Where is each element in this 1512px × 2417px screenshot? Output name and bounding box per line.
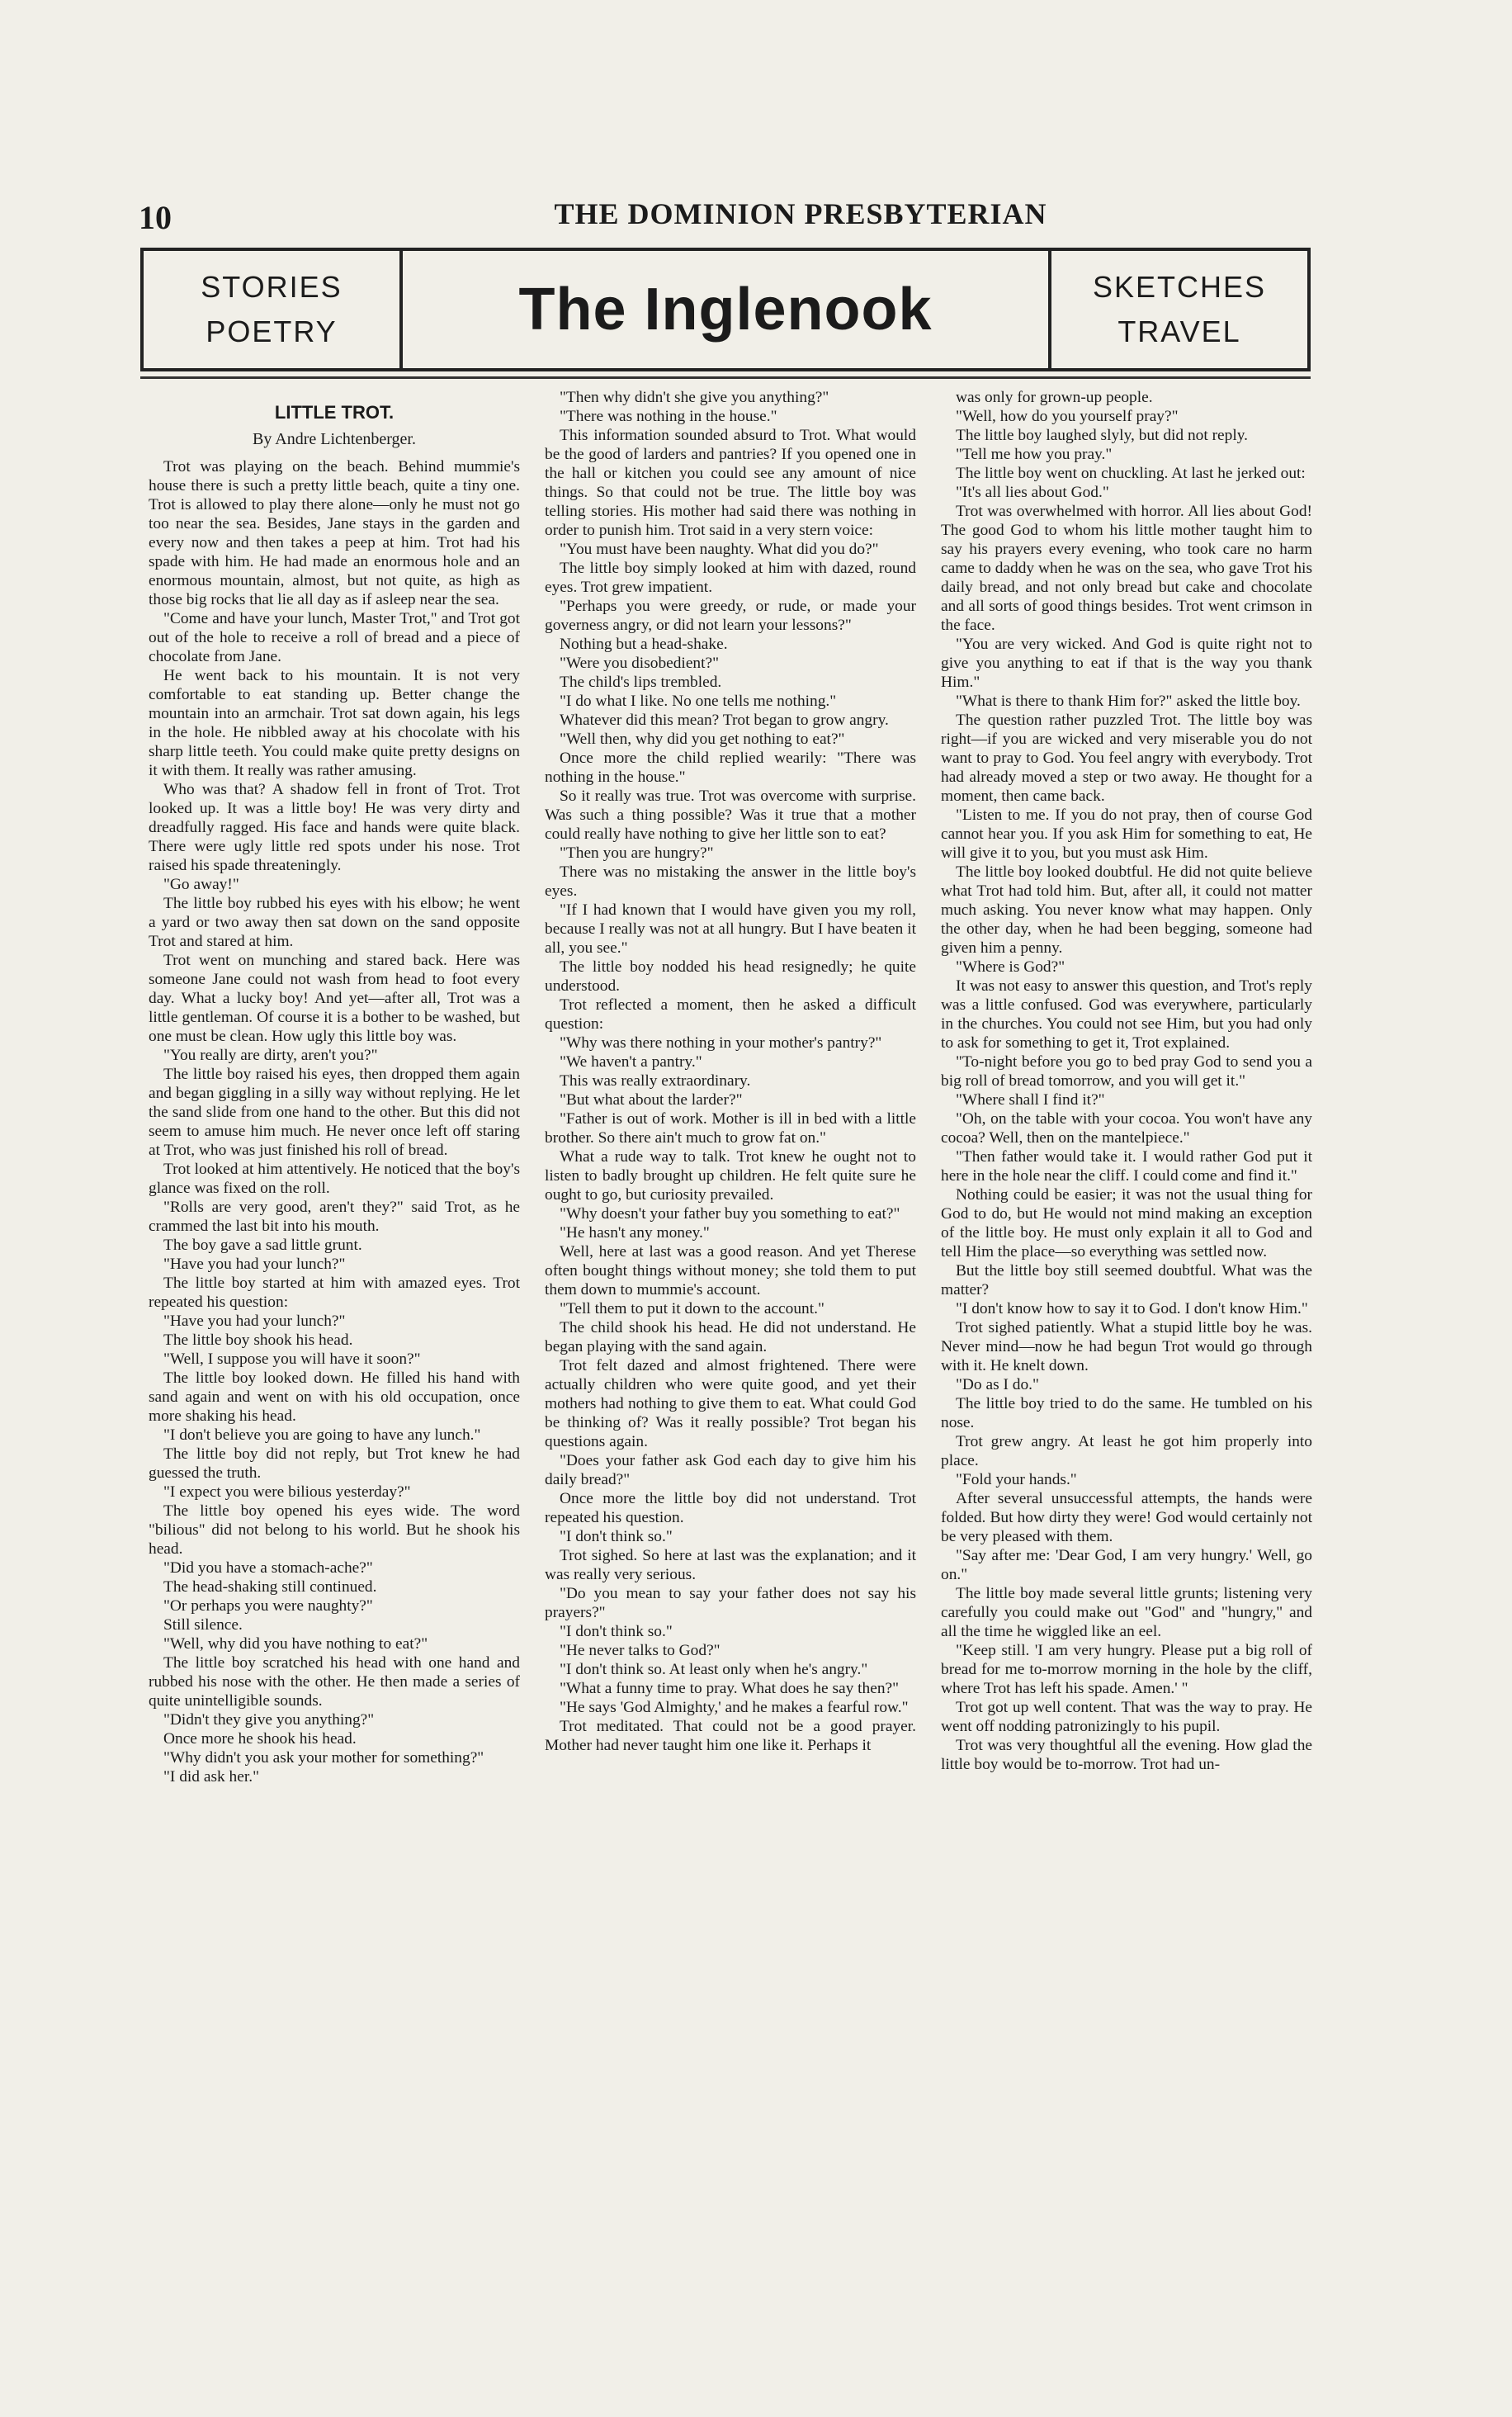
paragraph: The little boy nodded his head resignedly; he quite understood. <box>545 958 916 995</box>
paragraph: "Rolls are very good, aren't they?" said Trot, as he crammed the last bit into his mouth. <box>149 1199 520 1235</box>
paragraph: But the little boy still seemed doubtful. What was the matter? <box>941 1262 1312 1298</box>
banner-rule <box>140 376 1311 379</box>
article-columns <box>149 388 1312 2386</box>
banner-label-sketches: SKETCHES <box>1092 270 1267 304</box>
paragraph: There was no mistaking the answer in the little boy's eyes. <box>545 863 916 900</box>
paragraph: The little boy simply looked at him with dazed, round eyes. Trot grew impatient. <box>545 560 916 596</box>
section-banner <box>140 248 1311 371</box>
paragraph: "You really are dirty, aren't you?" <box>163 1047 378 1064</box>
paragraph: "I don't believe you are going to have any lunch." <box>163 1426 481 1444</box>
section-title: The Inglenook <box>518 277 933 343</box>
paragraph: Well, here at last was a good reason. And yet Therese often bought things without money; she told them to put them down to mummie's account. <box>545 1243 916 1298</box>
paragraph: The little boy raised his eyes, then dropped them again and began giggling in a silly way without replying. He let the sand slide from one hand to the other. But this did not seem to amuse him much. He never once left off staring at Trot, who was just finished his roll of bread. <box>149 1066 520 1159</box>
paragraph: Once more the little boy did not understand. Trot repeated his question. <box>545 1490 916 1526</box>
paragraph: Trot was very thoughtful all the evening. How glad the little boy would be to-morrow. Trot had un- <box>941 1737 1312 1773</box>
paragraph: "Tell me how you pray." <box>956 446 1113 463</box>
paragraph: "Perhaps you were greedy, or rude, or made your governess angry, or did not learn your lessons?" <box>545 598 916 634</box>
paragraph: "What a funny time to pray. What does he say then?" <box>560 1680 900 1697</box>
paragraph: Trot reflected a moment, then he asked a difficult question: <box>545 996 916 1033</box>
paragraph: "Do as I do." <box>956 1376 1039 1393</box>
paragraph: This was really extraordinary. <box>560 1072 751 1090</box>
paragraph: The little boy tried to do the same. He tumbled on his nose. <box>941 1395 1312 1431</box>
publication-title: THE DOMINION PRESBYTERIAN <box>554 197 1047 230</box>
paragraph: Trot went on munching and stared back. Here was someone Jane could not wash from head to foot every day. What a lucky boy! And yet—after all, Trot was a little gentleman. Of course it is a bother to be washed, but one must be clean. How ugly this little boy was. <box>149 952 520 1045</box>
paragraph: Trot looked at him attentively. He noticed that the boy's glance was fixed on the roll. <box>149 1161 520 1197</box>
paragraph: "Father is out of work. Mother is ill in bed with a little brother. So there ain't much to grow fat on." <box>545 1110 916 1147</box>
column-3 <box>941 388 1312 2386</box>
paragraph: After several unsuccessful attempts, the hands were folded. But how dirty they were! God would certainly not be very pleased with them. <box>941 1490 1312 1545</box>
paragraph: "Have you had your lunch?" <box>163 1313 346 1330</box>
paragraph: was only for grown-up people. <box>956 389 1153 406</box>
paragraph: "Why was there nothing in your mother's pantry?" <box>560 1034 882 1052</box>
paragraph: The little boy went on chuckling. At last he jerked out: <box>956 465 1306 482</box>
paragraph: "I did ask her." <box>163 1768 259 1786</box>
paragraph: "Have you had your lunch?" <box>163 1256 346 1273</box>
paragraph: "Were you disobedient?" <box>560 655 720 672</box>
paragraph: He went back to his mountain. It is not very comfortable to eat standing up. Better change the mountain into an armchair. Trot sat down again, his legs in the hole. He nibbled away at his chocolate with his sharp little teeth. You could make quite pretty designs on it with them. It really was rather amusing. <box>149 667 520 779</box>
paragraph: "Then why didn't she give you anything?" <box>560 389 829 406</box>
paragraph: "Fold your hands." <box>956 1471 1077 1488</box>
banner-label-stories: STORIES <box>201 270 343 304</box>
paragraph: Once more the child replied wearily: "There was nothing in the house." <box>545 750 916 786</box>
paragraph: Trot sighed patiently. What a stupid little boy he was. Never mind—now he had begun Trot would go through with it. He knelt down. <box>941 1319 1312 1374</box>
paragraph: Trot felt dazed and almost frightened. There were actually children who were quite good, and yet their mothers had nothing to give them to eat. What could God be thinking of? Was it really possible? Trot began his questions again. <box>545 1357 916 1450</box>
paragraph: This information sounded absurd to Trot. What would be the good of larders and pantries? If you opened one in the hall or kitchen you could see any amount of nice things. So that could not be true. The little boy was telling stories. His mother had said there was nothing in order to punish him. Trot said in a very stern voice: <box>545 427 916 539</box>
paragraph: "He says 'God Almighty,' and he makes a fearful row." <box>560 1699 909 1716</box>
paragraph: "Well, I suppose you will have it soon?" <box>163 1350 421 1368</box>
paragraph: "I don't think so. At least only when he's angry." <box>560 1661 868 1678</box>
paragraph: The little boy rubbed his eyes with his elbow; he went a yard or two away then sat down on the sand opposite Trot and stared at him. <box>149 895 520 950</box>
column-1 <box>149 388 520 2386</box>
paragraph: It was not easy to answer this question, and Trot's reply was a little confused. God was everywhere, particularly in the churches. You could not see Him, but you had only to ask for something to get it, Trot explained. <box>941 977 1312 1052</box>
paragraph: Trot got up well content. That was the way to pray. He went off nodding patronizingly to his pupil. <box>941 1699 1312 1735</box>
paragraph: The little boy looked down. He filled his hand with sand again and went on with his old occupation, once more shaking his head. <box>149 1369 520 1425</box>
paragraph: The little boy laughed slyly, but did not reply. <box>956 427 1249 444</box>
paragraph: "Well, why did you have nothing to eat?" <box>163 1635 428 1653</box>
paragraph: Who was that? A shadow fell in front of Trot. Trot looked up. It was a little boy! He was very dirty and dreadfully ragged. His face and hands were quite black. There were ugly little red spots under his nose. Trot raised his spade threateningly. <box>149 781 520 874</box>
paragraph: "What is there to thank Him for?" asked the little boy. <box>956 693 1301 710</box>
paragraph: So it really was true. Trot was overcome with surprise. Was such a thing possible? Was it true that a mother could really have nothing to give her little son to eat? <box>545 788 916 843</box>
banner-right-box <box>1048 251 1307 368</box>
paragraph: "Go away!" <box>163 876 239 893</box>
paragraph: Nothing but a head-shake. <box>560 636 728 653</box>
paragraph: Trot grew angry. At least he got him properly into place. <box>941 1433 1312 1469</box>
paragraph: The child shook his head. He did not understand. He began playing with the sand again. <box>545 1319 916 1355</box>
paragraph: "I don't think so." <box>560 1528 673 1545</box>
paragraph: Still silence. <box>163 1616 243 1634</box>
paragraph: Once more he shook his head. <box>163 1730 357 1748</box>
paragraph: "If I had known that I would have given you my roll, because I really was not at all hungry. But I have beaten it all, you see." <box>545 901 916 957</box>
paragraph: What a rude way to talk. Trot knew he ought not to listen to badly brought up children. He felt quite sure he ought to go, but curiosity prevailed. <box>545 1148 916 1204</box>
paragraph: The question rather puzzled Trot. The little boy was right—if you are wicked and very miserable you do not want to pray to God. You feel angry with everybody. Trot had already moved a step or two away. He thought for a moment, then came back. <box>941 712 1312 805</box>
paragraph: Whatever did this mean? Trot began to grow angry. <box>560 712 889 729</box>
paragraph: Trot meditated. That could not be a good prayer. Mother had never taught him one like it. Perhaps it <box>545 1718 916 1754</box>
paragraph: "Then you are hungry?" <box>560 844 714 862</box>
paragraph: The little boy made several little grunts; listening very carefully you could make out "God" and "hungry," and all the time he wiggled like an eel. <box>941 1585 1312 1640</box>
paragraph: "Say after me: 'Dear God, I am very hungry.' Well, go on." <box>941 1547 1312 1583</box>
paragraph: "Didn't they give you anything?" <box>163 1711 375 1729</box>
paragraph: The little boy did not reply, but Trot knew he had guessed the truth. <box>149 1445 520 1482</box>
paragraph: "To-night before you go to bed pray God to send you a big roll of bread tomorrow, and you will get it." <box>941 1053 1312 1090</box>
paragraph: "Keep still. 'I am very hungry. Please put a big roll of bread for me to-morrow morning in the hole by the cliff, where Trot has left his spade. Amen.' " <box>941 1642 1312 1697</box>
paragraph: "Or perhaps you were naughty?" <box>163 1597 373 1615</box>
column-2 <box>545 388 916 2386</box>
paragraph: "Then father would take it. I would rather God put it here in the hole near the cliff. I could come and find it." <box>941 1148 1312 1185</box>
paragraph: The little boy started at him with amazed eyes. Trot repeated his question: <box>149 1275 520 1311</box>
paragraph: "He never talks to God?" <box>560 1642 721 1659</box>
paragraph: "You must have been naughty. What did you do?" <box>560 541 879 558</box>
paragraph: "I do what I like. No one tells me nothing." <box>560 693 837 710</box>
paragraph: "Tell them to put it down to the account." <box>560 1300 825 1317</box>
paragraph: "Do you mean to say your father does not say his prayers?" <box>545 1585 916 1621</box>
paragraph: The head-shaking still continued. <box>163 1578 377 1596</box>
paragraph: The little boy opened his eyes wide. The word "bilious" did not belong to his world. But he shook his head. <box>149 1502 520 1558</box>
paragraph: "Come and have your lunch, Master Trot," and Trot got out of the hole to receive a roll of bread and a piece of chocolate from Jane. <box>149 610 520 665</box>
paragraph: Trot was overwhelmed with horror. All lies about God! The good God to whom his little mother taught him to say his prayers every evening, who took care no harm came to daddy when he was on the sea, who gave Trot his daily bread, and not only bread but cake and chocolate and all sorts of good things besides. Trot went crimson in the face. <box>941 503 1312 634</box>
paragraph: "Why doesn't your father buy you something to eat?" <box>560 1205 900 1223</box>
paragraph: Trot was playing on the beach. Behind mummie's house there is such a pretty little beach, quite a tiny one. Trot is allowed to play there alone—only he must not go too near the sea. Besides, Jane stays in the garden and every now and then takes a peep at him. Trot had his spade with him. He had made an enormous hole and an enormous mountain, almost, but not quite, as high as those big rocks that lie all day as if asleep near the sea. <box>149 458 520 608</box>
paragraph: "You are very wicked. And God is quite right not to give you anything to eat if that is the way you thank Him." <box>941 636 1312 691</box>
paragraph: "Why didn't you ask your mother for something?" <box>163 1749 484 1767</box>
paragraph: "I don't know how to say it to God. I don't know Him." <box>956 1300 1308 1317</box>
paragraph: Nothing could be easier; it was not the usual thing for God to do, but He would not mind making an exception of the little boy. He must only explain it all to God and tell Him the place—so everything was settled now. <box>941 1186 1312 1261</box>
paragraph: "Where is God?" <box>956 958 1065 976</box>
paragraph: "Well then, why did you get nothing to eat?" <box>560 731 845 748</box>
paragraph: The little boy shook his head. <box>163 1331 353 1349</box>
paragraph: The little boy looked doubtful. He did not quite believe what Trot had told him. But, after all, it could not matter much asking. You never know what may happen. Only the other day, when he had been begging, someone had given him a penny. <box>941 863 1312 957</box>
paragraph: "It's all lies about God." <box>956 484 1109 501</box>
story-title: LITTLE TROT. <box>274 402 395 423</box>
paragraph: The little boy scratched his head with one hand and rubbed his nose with the other. He then made a series of quite unintelligible sounds. <box>149 1654 520 1710</box>
paragraph: "Where shall I find it?" <box>956 1091 1105 1109</box>
paragraph: "Well, how do you yourself pray?" <box>956 408 1179 425</box>
paragraph: "Oh, on the table with your cocoa. You won't have any cocoa? Well, then on the mantelpiece." <box>941 1110 1312 1147</box>
paragraph: "But what about the larder?" <box>560 1091 743 1109</box>
paragraph: "There was nothing in the house." <box>560 408 777 425</box>
banner-label-poetry: POETRY <box>206 315 338 348</box>
paragraph: "We haven't a pantry." <box>560 1053 702 1071</box>
banner-label-travel: TRAVEL <box>1117 315 1241 348</box>
paragraph: "Does your father ask God each day to give him his daily bread?" <box>545 1452 916 1488</box>
paragraph: Trot sighed. So here at last was the explanation; and it was really very serious. <box>545 1547 916 1583</box>
story-byline: By Andre Lichtenberger. <box>253 430 416 448</box>
paragraph: "He hasn't any money." <box>560 1224 710 1242</box>
paragraph: The child's lips trembled. <box>560 674 722 691</box>
paragraph: The boy gave a sad little grunt. <box>163 1237 362 1254</box>
paragraph: "Did you have a stomach-ache?" <box>163 1559 373 1577</box>
banner-left-box <box>144 251 403 368</box>
page-number: 10 <box>139 199 172 236</box>
paragraph: "Listen to me. If you do not pray, then of course God cannot hear you. If you ask Him for something to eat, He will give it to you, but you must ask Him. <box>941 806 1312 862</box>
paragraph: "I don't think so." <box>560 1623 673 1640</box>
paragraph: "I expect you were bilious yesterday?" <box>163 1483 411 1501</box>
